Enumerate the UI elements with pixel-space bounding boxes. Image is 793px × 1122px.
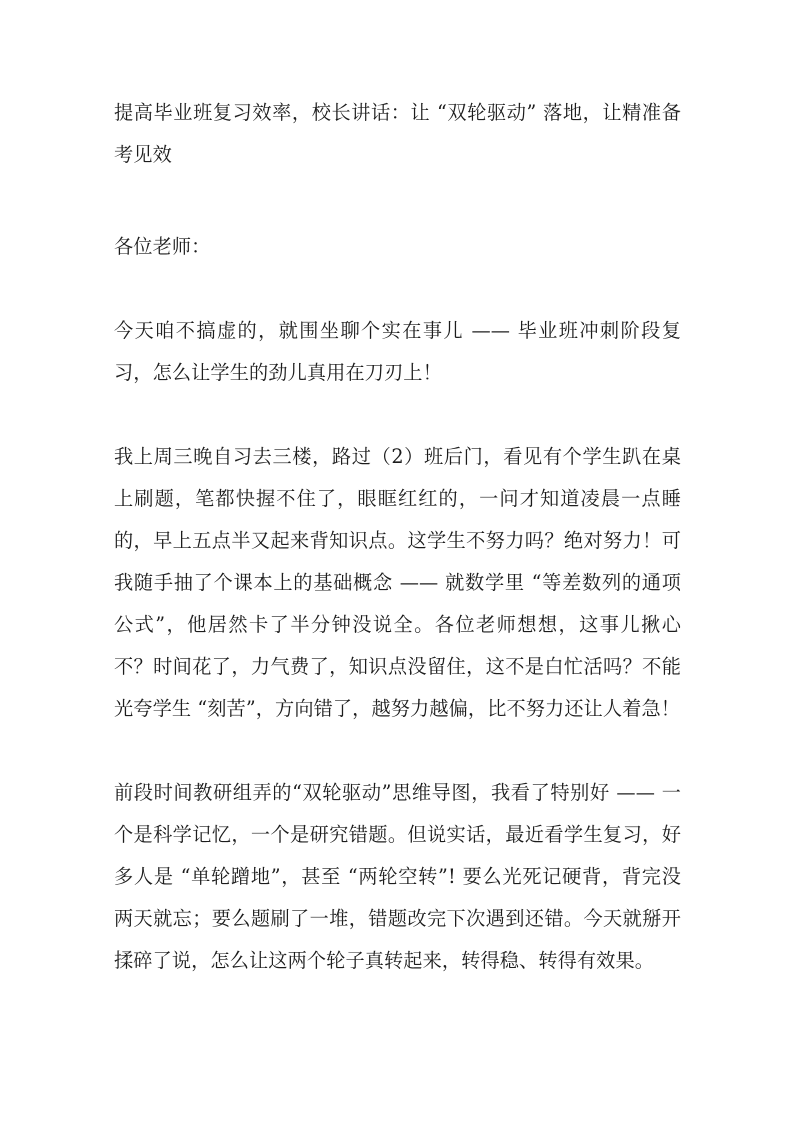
salutation-line: 各位老师：	[114, 235, 211, 258]
document-text-body	[114, 92, 681, 982]
body-paragraph-3: 前段时间教研组弄的“双轮驱动”思维导图，我看了特别好 —— 一个是科学记忆，一个是研究错题。但说实话，最近看学生复习，好多人是 “单轮蹭地”，甚至 “两轮空转”! 要么光死记硬背，背完没两天就忘；要么题刷了一堆，错题改完下次遇到还错。今天就掰开揉碎了说，怎么让这两个轮子真转起来，转得稳、转得有效果。	[114, 781, 681, 972]
body-paragraph-1: 今天咱不搞虚的，就围坐聊个实在事儿 —— 毕业班冲刺阶段复习，怎么让学生的劲儿真用在刀刃上！	[114, 319, 681, 384]
document-title: 提高毕业班复习效率，校长讲话：让 “双轮驱动” 落地，让精准备考见效	[114, 101, 681, 166]
body-paragraph-2: 我上周三晚自习去三楼，路过（2）班后门，看见有个学生趴在桌上刷题，笔都快握不住了，眼眶红红的，一问才知道凌晨一点睡的，早上五点半又起来背知识点。这学生不努力吗？绝对努力！可我随手抽了个课本上的基础概念 —— 就数学里 “等差数列的通项公式”，他居然卡了半分钟没说全。各位老师想想，这事儿揪心不？时间花了，力气费了，知识点没留住，这不是白忙活吗？不能光夸学生 “刻苦”，方向错了，越努力越偏，比不努力还让人着急！	[114, 445, 681, 720]
